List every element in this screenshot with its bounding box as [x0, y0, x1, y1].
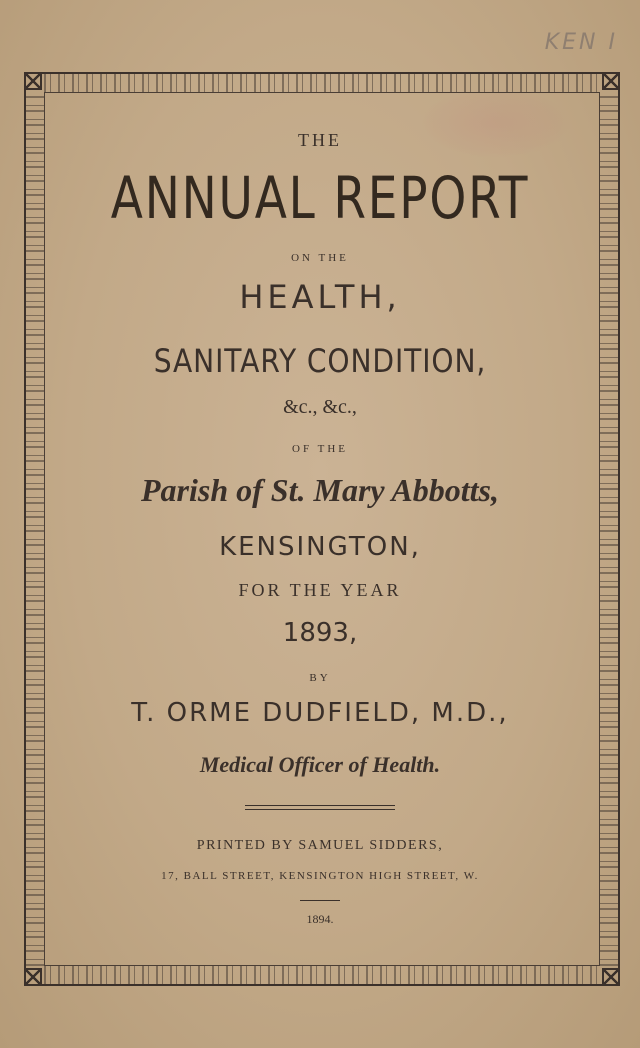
imprint-date: 1894.: [306, 912, 334, 926]
short-rule: [300, 900, 340, 901]
printer-address: 17, BALL STREET, KENSINGTON HIGH STREET, W.: [161, 870, 479, 882]
right-ornament-band: [600, 92, 618, 966]
bottom-ornament-band: [44, 966, 600, 984]
author-role: Medical Officer of Health.: [199, 752, 441, 777]
etc-line: &c., &c.,: [283, 396, 357, 418]
top-ornament-band: [44, 74, 600, 92]
kensington-heading: KENSINGTON,: [219, 532, 421, 562]
sanitary-heading: SANITARY CONDITION,: [153, 342, 487, 380]
for-the-year-label: FOR THE YEAR: [238, 580, 402, 600]
corner-ornament-icon: [24, 968, 42, 986]
by-label: BY: [309, 672, 331, 684]
divider-rule: [245, 809, 395, 810]
handwritten-note: KEN I: [544, 30, 618, 55]
title-the: THE: [298, 130, 342, 150]
author-name: T. ORME DUDFIELD, M.D.,: [131, 698, 509, 728]
of-the-label: OF THE: [292, 443, 348, 455]
parish-heading: Parish of St. Mary Abbotts,: [141, 472, 499, 508]
printer-line: PRINTED BY SAMUEL SIDDERS,: [196, 838, 444, 853]
divider-rule: [245, 805, 395, 806]
corner-ornament-icon: [602, 72, 620, 90]
health-heading: HEALTH,: [239, 278, 401, 316]
report-title: ANNUAL REPORT: [110, 164, 530, 232]
on-the-label: ON THE: [291, 252, 349, 264]
left-ornament-band: [26, 92, 44, 966]
corner-ornament-icon: [24, 72, 42, 90]
corner-ornament-icon: [602, 968, 620, 986]
report-year: 1893,: [282, 618, 358, 648]
